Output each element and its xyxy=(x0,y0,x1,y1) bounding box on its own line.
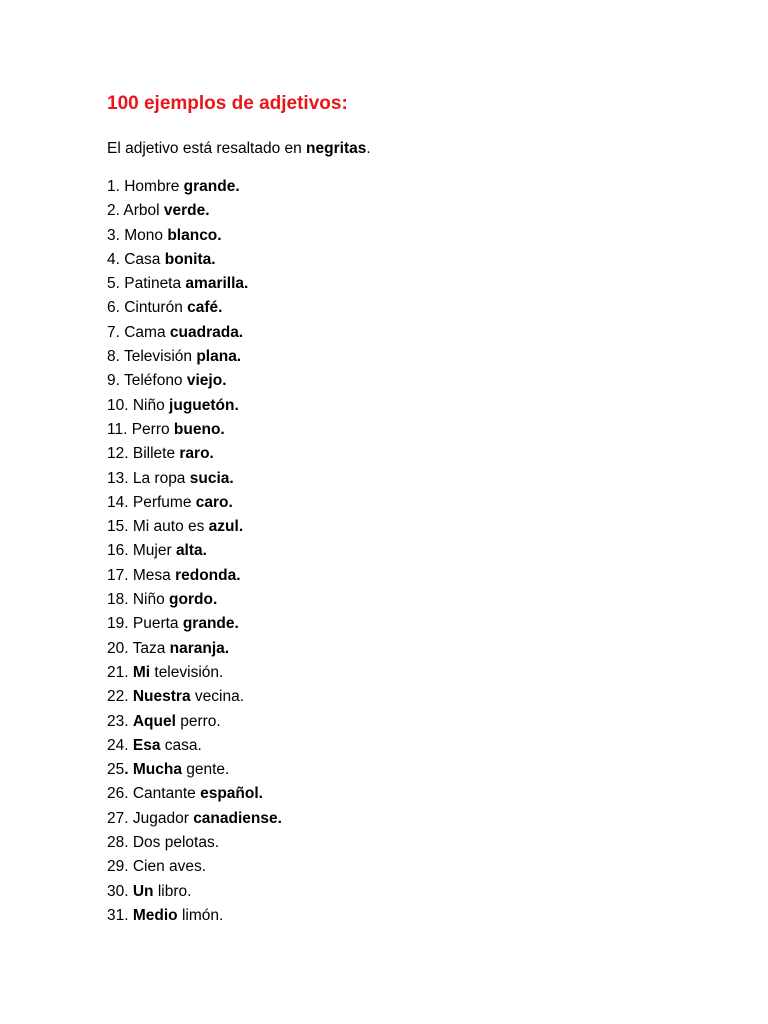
item-rest: limón. xyxy=(177,906,224,924)
item-noun: Mono xyxy=(124,226,168,244)
item-rest: libro. xyxy=(153,882,192,900)
examples-list xyxy=(107,175,727,928)
item-adjective: raro. xyxy=(179,445,214,463)
item-number: 9. xyxy=(107,372,124,390)
document-title: 100 ejemplos de adjetivos: xyxy=(107,93,348,114)
item-number: 16. xyxy=(107,542,133,560)
list-item xyxy=(107,734,727,758)
item-adjective: grande. xyxy=(182,615,239,633)
item-noun: Niño xyxy=(132,591,170,609)
item-number: 24. xyxy=(107,736,133,754)
item-noun: Cinturón xyxy=(124,299,188,317)
item-noun: Casa xyxy=(124,250,165,268)
list-item xyxy=(107,369,727,393)
list-item xyxy=(107,175,727,199)
list-item xyxy=(107,296,727,320)
item-adjective: sucia. xyxy=(189,469,234,487)
list-item xyxy=(107,515,727,539)
item-adjective: . Mucha xyxy=(124,761,182,779)
intro-text-bold: negritas xyxy=(306,140,367,157)
item-noun: Mi auto es xyxy=(132,518,209,536)
list-item xyxy=(107,758,727,782)
item-number: 26. xyxy=(107,785,133,803)
item-rest: vecina. xyxy=(190,688,244,706)
list-item xyxy=(107,539,727,563)
item-noun: Niño xyxy=(132,396,170,414)
item-number: 6. xyxy=(107,299,125,317)
item-adjective: alta. xyxy=(175,542,207,560)
item-number: 21. xyxy=(107,663,133,681)
item-adjective: naranja. xyxy=(169,639,230,657)
item-number: 23. xyxy=(107,712,133,730)
item-noun: Puerta xyxy=(132,615,183,633)
item-adjective: canadiense. xyxy=(193,809,282,827)
item-number: 17. xyxy=(107,566,133,584)
item-rest: perro. xyxy=(175,712,221,730)
list-item xyxy=(107,224,727,248)
item-adjective: blanco. xyxy=(167,226,222,244)
list-item xyxy=(107,880,727,904)
item-adjective: caro. xyxy=(195,493,233,511)
list-item xyxy=(107,199,727,223)
item-number: 10. xyxy=(107,396,133,414)
item-adjective: Aquel xyxy=(132,712,176,730)
item-noun: Patineta xyxy=(124,275,186,293)
item-number: 7. xyxy=(107,323,125,341)
item-adjective: verde. xyxy=(163,202,210,220)
item-noun: Cien aves. xyxy=(132,858,207,876)
list-item xyxy=(107,442,727,466)
item-noun: Taza xyxy=(132,639,170,657)
intro-text-before: El adjetivo está resaltado en xyxy=(107,140,307,157)
item-adjective: cuadrada. xyxy=(169,323,244,341)
item-adjective: redonda. xyxy=(175,566,241,584)
item-number: 22. xyxy=(107,688,133,706)
item-noun: Dos pelotas. xyxy=(132,834,220,852)
list-item xyxy=(107,685,727,709)
item-number: 4. xyxy=(107,250,125,268)
list-item xyxy=(107,831,727,855)
item-number: 2. xyxy=(107,202,124,220)
item-adjective: azul. xyxy=(208,518,244,536)
item-rest: casa. xyxy=(160,736,202,754)
item-number: 8. xyxy=(107,348,124,366)
list-item xyxy=(107,394,727,418)
item-number: 3. xyxy=(107,226,125,244)
item-noun: Televisión xyxy=(123,348,197,366)
item-adjective: bueno. xyxy=(173,420,225,438)
item-noun: Arbol xyxy=(123,202,164,220)
item-number: 12. xyxy=(107,445,133,463)
list-item xyxy=(107,321,727,345)
list-item xyxy=(107,564,727,588)
item-number: 28. xyxy=(107,834,133,852)
intro-text-after: . xyxy=(366,140,371,157)
list-item xyxy=(107,248,727,272)
item-number: 27. xyxy=(107,809,133,827)
item-noun: Billete xyxy=(132,445,180,463)
item-rest: gente. xyxy=(181,761,230,779)
item-noun: La ropa xyxy=(132,469,190,487)
item-adjective: plana. xyxy=(196,348,242,366)
item-adjective: Medio xyxy=(132,906,178,924)
item-adjective: español. xyxy=(200,785,263,803)
item-number: 1. xyxy=(107,178,125,195)
list-item xyxy=(107,345,727,369)
item-adjective: viejo. xyxy=(186,372,227,390)
item-number: 18. xyxy=(107,591,133,609)
list-item xyxy=(107,491,727,515)
item-number: 13. xyxy=(107,469,133,487)
item-number: 25 xyxy=(107,761,125,779)
item-number: 30. xyxy=(107,882,133,900)
item-number: 31. xyxy=(107,906,133,924)
list-item xyxy=(107,637,727,661)
item-adjective: Nuestra xyxy=(132,688,191,706)
item-number: 19. xyxy=(107,615,133,633)
item-adjective: Mi xyxy=(132,663,151,681)
intro-text xyxy=(107,139,727,159)
list-item xyxy=(107,661,727,685)
list-item xyxy=(107,710,727,734)
list-item xyxy=(107,418,727,442)
list-item xyxy=(107,807,727,831)
item-number: 14. xyxy=(107,493,133,511)
list-item xyxy=(107,588,727,612)
list-item xyxy=(107,855,727,879)
list-item xyxy=(107,612,727,636)
item-noun: Perro xyxy=(131,420,174,438)
item-number: 11. xyxy=(107,420,132,438)
item-noun: Cama xyxy=(124,323,170,341)
item-adjective: Un xyxy=(132,882,154,900)
item-adjective: Esa xyxy=(132,736,161,754)
list-item xyxy=(107,782,727,806)
item-noun: Perfume xyxy=(132,493,196,511)
item-noun: Mujer xyxy=(132,542,176,560)
item-noun: Jugador xyxy=(132,809,194,827)
document-page xyxy=(107,92,727,928)
item-noun: Teléfono xyxy=(123,372,187,390)
item-adjective: bonita. xyxy=(164,250,216,268)
item-adjective: grande. xyxy=(183,178,240,195)
list-item xyxy=(107,272,727,296)
item-number: 20. xyxy=(107,639,133,657)
item-noun: Hombre xyxy=(124,178,184,195)
item-number: 29. xyxy=(107,858,133,876)
item-noun: Mesa xyxy=(132,566,176,584)
item-adjective: gordo. xyxy=(169,591,218,609)
item-adjective: juguetón. xyxy=(169,396,239,414)
item-adjective: amarilla. xyxy=(185,275,249,293)
list-item xyxy=(107,904,727,928)
item-number: 15. xyxy=(107,518,133,536)
item-number: 5. xyxy=(107,275,125,293)
item-adjective: café. xyxy=(187,299,223,317)
item-noun: Cantante xyxy=(132,785,201,803)
list-item xyxy=(107,467,727,491)
item-rest: televisión. xyxy=(150,663,224,681)
